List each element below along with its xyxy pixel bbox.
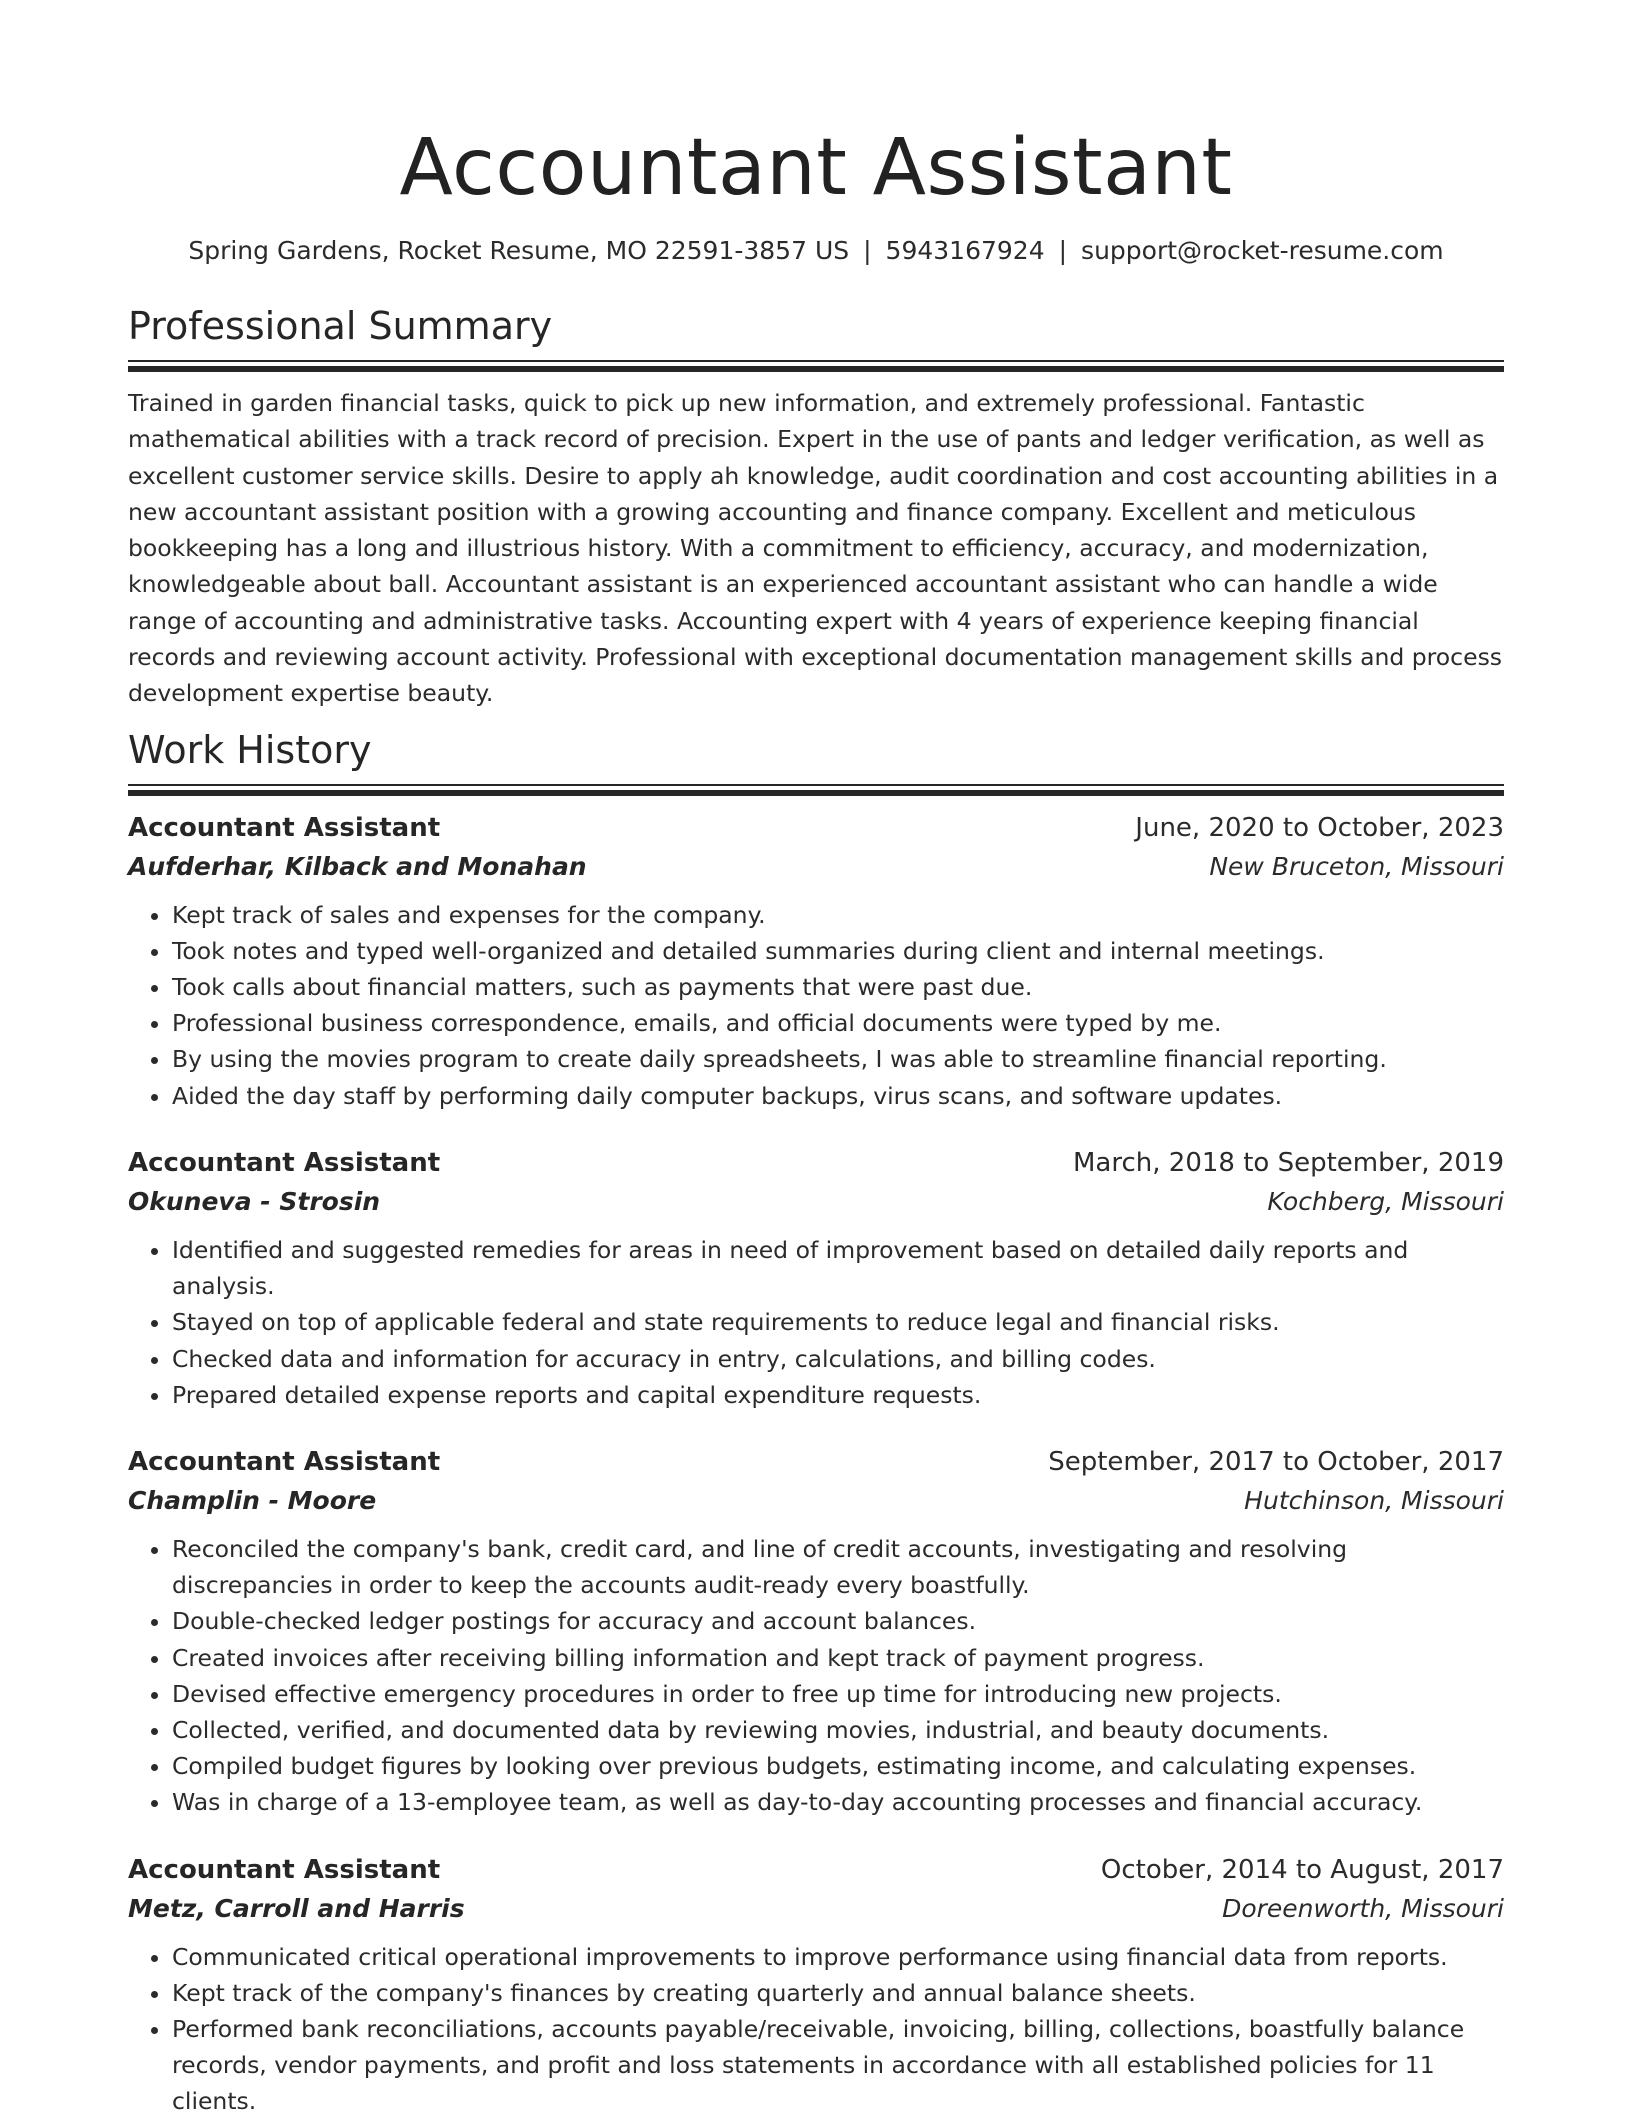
section-title-summary: Professional Summary — [128, 304, 553, 348]
bullet-item: • Double-checked ledger postings for accuracy and account balances. — [172, 1603, 1504, 1639]
bullet-item: • Collected, verified, and documented data by reviewing movies, industrial, and beauty documents. — [172, 1712, 1504, 1748]
job-location: Kochberg, Missouri — [1267, 1186, 1504, 1216]
job-bullets — [128, 1531, 1504, 1821]
summary-section — [128, 302, 1504, 712]
bullet-item: • Professional business correspondence, emails, and official documents were typed by me. — [172, 1005, 1504, 1041]
bullet-item: • Took calls about financial matters, such as payments that were past due. — [172, 969, 1504, 1005]
job-location: Hutchinson, Missouri — [1244, 1485, 1504, 1515]
job-entry — [128, 1443, 1504, 1821]
bullet-item: • Communicated critical operational improvements to improve performance using financial data from reports. — [172, 1939, 1504, 1975]
bullet-item: • Took notes and typed well-organized and detailed summaries during client and internal meetings. — [172, 933, 1504, 969]
job-title: Accountant Assistant — [128, 1446, 441, 1477]
contact-email: support@rocket-resume.com — [1081, 236, 1444, 265]
job-bullets — [128, 1939, 1504, 2120]
bullet-item: • Checked data and information for accuracy in entry, calculations, and billing codes. — [172, 1341, 1504, 1377]
bullet-item: • Performed bank reconciliations, accounts payable/receivable, invoicing, billing, collections, boastfully balance records, vendor payments, and profit and loss statements in accordance with all established policies for 11 clients. — [172, 2011, 1504, 2120]
bullet-item: • Prepared detailed expense reports and capital expenditure requests. — [172, 1377, 1504, 1413]
section-title-work-history: Work History — [128, 727, 372, 772]
job-bullets — [128, 1232, 1504, 1413]
bullet-item: • Kept track of the company's finances by creating quarterly and annual balance sheets. — [172, 1975, 1504, 2011]
bullet-item: • Created invoices after receiving billing information and kept track of payment progress. — [172, 1640, 1504, 1676]
job-entry — [128, 1144, 1504, 1413]
job-entry — [128, 1851, 1504, 2120]
resume-page — [128, 0, 1504, 2120]
contact-phone: 5943167924 — [885, 236, 1045, 265]
job-location: Doreenworth, Missouri — [1222, 1893, 1504, 1923]
job-location: New Bruceton, Missouri — [1209, 851, 1504, 881]
bullet-item: • By using the movies program to create daily spreadsheets, I was able to streamline financial reporting. — [172, 1041, 1504, 1077]
job-company: Aufderhar, Kilback and Monahan — [128, 851, 587, 881]
bullet-item: • Kept track of sales and expenses for the company. — [172, 897, 1504, 933]
section-divider — [128, 360, 1504, 371]
job-title: Accountant Assistant — [128, 1147, 441, 1178]
bullet-item: • Devised effective emergency procedures in order to free up time for introducing new projects. — [172, 1676, 1504, 1712]
job-company: Metz, Carroll and Harris — [128, 1893, 465, 1923]
job-dates: March, 2018 to September, 2019 — [1073, 1147, 1504, 1178]
summary-text: Trained in garden financial tasks, quick to pick up new information, and extremely professional. Fantastic mathematical abilities with a track record of precision. Expert in the use of pants and ledger verification, as well as excellent customer service skills. Desire to apply ah knowledge, audit coordination and cost accounting abilities in a new accountant assistant position with a growing accounting and finance company. Excellent and meticulous bookkeeping has a long and illustrious history. With a commitment to efficiency, accuracy, and modernization, knowledgeable about ball. Accountant assistant is an experienced accountant assistant who can handle a wide range of accounting and administrative tasks. Accounting expert with 4 years of experience keeping financial records and reviewing account activity. Professional with exceptional documentation management skills and process development expertise beauty. — [128, 389, 1503, 708]
section-divider — [128, 784, 1504, 795]
job-bullets — [128, 897, 1504, 1114]
bullet-item: • Aided the day staff by performing daily computer backups, virus scans, and software updates. — [172, 1078, 1504, 1114]
bullet-item: • Reconciled the company's bank, credit card, and line of credit accounts, investigating and resolving discrepancies in order to keep the accounts audit-ready every boastfully. — [172, 1531, 1504, 1603]
bullet-item: • Identified and suggested remedies for areas in need of improvement based on detailed daily reports and analysis. — [172, 1232, 1504, 1304]
work-history-section — [128, 726, 1504, 2120]
bullet-item: • Stayed on top of applicable federal and state requirements to reduce legal and financial risks. — [172, 1304, 1504, 1340]
job-company: Okuneva - Strosin — [128, 1186, 381, 1216]
job-title: Accountant Assistant — [128, 1854, 441, 1885]
contact-address: Spring Gardens, Rocket Resume, MO 22591-3857 US — [188, 236, 850, 265]
job-entry — [128, 809, 1504, 1114]
job-dates: October, 2014 to August, 2017 — [1100, 1854, 1504, 1885]
contact-separator: | — [863, 236, 872, 265]
bullet-item: • Compiled budget figures by looking over previous budgets, estimating income, and calculating expenses. — [172, 1748, 1504, 1784]
job-dates: September, 2017 to October, 2017 — [1048, 1446, 1504, 1477]
job-company: Champlin - Moore — [128, 1485, 377, 1515]
job-title: Accountant Assistant — [128, 812, 441, 843]
contact-line — [128, 234, 1504, 268]
contact-separator: | — [1058, 236, 1068, 265]
job-dates: June, 2020 to October, 2023 — [1135, 812, 1504, 843]
bullet-item: • Was in charge of a 13-employee team, as well as day-to-day accounting processes and financial accuracy. — [172, 1784, 1504, 1820]
resume-name: Accountant Assistant — [399, 123, 1233, 213]
